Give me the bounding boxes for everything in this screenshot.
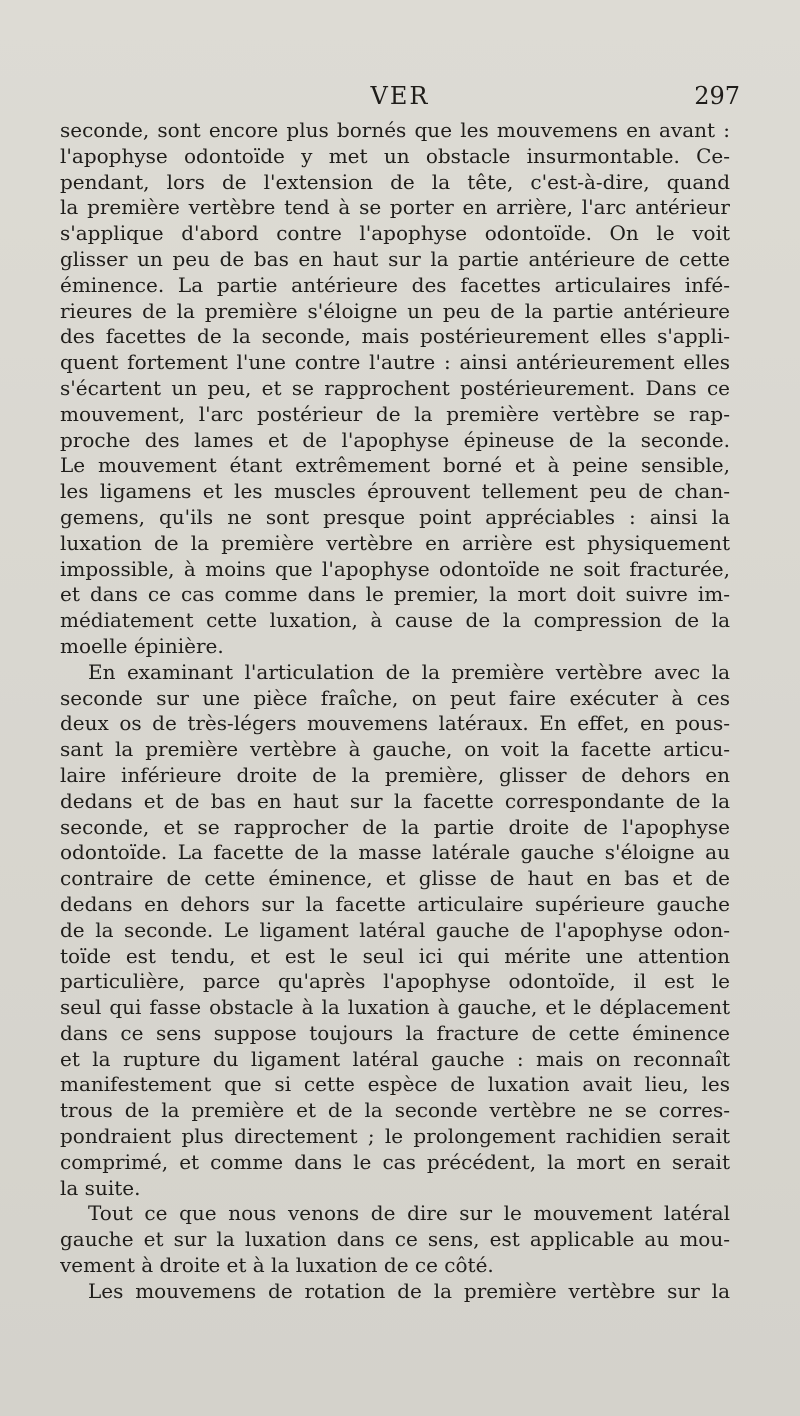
body-text xyxy=(60,118,730,1305)
text-line: seconde sur une pièce fraîche, on peut faire exécuter à ces xyxy=(60,685,730,710)
text-line: rieures de la première s'éloigne un peu de la partie antérieure xyxy=(60,298,730,323)
text-line: comprimé, et comme dans le cas précédent, la mort en serait xyxy=(60,1149,730,1174)
running-head: VER xyxy=(370,82,430,110)
text-line: manifestement que si cette espèce de luxation avait lieu, les xyxy=(60,1072,730,1097)
text-line: Le mouvement étant extrêmement borné et à peine sensible, xyxy=(60,453,730,478)
text-line: toïde est tendu, et est le seul ici qui mérite une attention xyxy=(60,943,730,968)
text-line: s'écartent un peu, et se rapprochent postérieurement. Dans ce xyxy=(60,375,730,400)
text-line: la suite. xyxy=(60,1175,141,1200)
text-line: glisser un peu de bas en haut sur la partie antérieure de cette xyxy=(60,246,730,271)
text-line: gauche et sur la luxation dans ce sens, est applicable au mou- xyxy=(60,1227,730,1252)
text-line: de la seconde. Le ligament latéral gauche de l'apophyse odon- xyxy=(60,917,730,942)
page-number: 297 xyxy=(694,82,740,110)
text-line: trous de la première et de la seconde vertèbre ne se corres- xyxy=(60,1098,730,1123)
text-line: s'applique d'abord contre l'apophyse odontoïde. On le voit xyxy=(60,221,730,246)
text-line: Les mouvemens de rotation de la première vertèbre sur la xyxy=(88,1278,730,1303)
text-line: et la rupture du ligament latéral gauche : mais on reconnaît xyxy=(60,1046,730,1071)
text-line: luxation de la première vertèbre en arrière est physiquement xyxy=(60,530,730,555)
text-line: pendant, lors de l'extension de la tête, c'est-à-dire, quand xyxy=(60,169,730,194)
text-line: dedans en dehors sur la facette articulaire supérieure gauche xyxy=(60,891,730,916)
text-line: proche des lames et de l'apophyse épineuse de la seconde. xyxy=(60,427,730,452)
text-line: impossible, à moins que l'apophyse odontoïde ne soit fracturée, xyxy=(60,556,730,581)
text-line: et dans ce cas comme dans le premier, la mort doit suivre im- xyxy=(60,582,730,607)
text-line: les ligamens et les muscles éprouvent tellement peu de chan- xyxy=(60,479,730,504)
text-line: des facettes de la seconde, mais postérieurement elles s'appli- xyxy=(60,324,730,349)
page-header xyxy=(60,82,740,122)
text-line: seul qui fasse obstacle à la luxation à gauche, et le déplacement xyxy=(60,995,730,1020)
text-line: vement à droite et à la luxation de ce côté. xyxy=(60,1253,494,1278)
text-line: gemens, qu'ils ne sont presque point appréciables : ainsi la xyxy=(60,504,730,529)
text-line: seconde, sont encore plus bornés que les mouvemens en avant : xyxy=(60,118,730,142)
text-line: contraire de cette éminence, et glisse de haut en bas et de xyxy=(60,866,730,891)
text-line: la première vertèbre tend à se porter en arrière, l'arc antérieur xyxy=(60,195,730,220)
text-line: quent fortement l'une contre l'autre : ainsi antérieurement elles xyxy=(60,350,730,375)
text-line: dedans et de bas en haut sur la facette correspondante de la xyxy=(60,788,730,813)
text-line: mouvement, l'arc postérieur de la première vertèbre se rap- xyxy=(60,401,730,426)
text-line: dans ce sens suppose toujours la fracture de cette éminence xyxy=(60,1020,730,1045)
text-line: moelle épinière. xyxy=(60,633,224,658)
text-line: En examinant l'articulation de la première vertèbre avec la xyxy=(88,659,730,684)
text-line: éminence. La partie antérieure des facettes articulaires infé- xyxy=(60,272,730,297)
text-line: laire inférieure droite de la première, glisser de dehors en xyxy=(60,762,730,787)
text-line: odontoïde. La facette de la masse latérale gauche s'éloigne au xyxy=(60,840,730,865)
text-line: particulière, parce qu'après l'apophyse odontoïde, il est le xyxy=(60,969,730,994)
text-line: seconde, et se rapprocher de la partie droite de l'apophyse xyxy=(60,814,730,839)
text-line: deux os de très-légers mouvemens latéraux. En effet, en pous- xyxy=(60,711,730,736)
text-line: pondraient plus directement ; le prolongement rachidien serait xyxy=(60,1124,730,1149)
text-line: l'apophyse odontoïde y met un obstacle insurmontable. Ce- xyxy=(60,143,730,168)
text-line: sant la première vertèbre à gauche, on voit la facette articu- xyxy=(60,737,730,762)
text-line: médiatement cette luxation, à cause de la compression de la xyxy=(60,608,730,633)
text-line: Tout ce que nous venons de dire sur le mouvement latéral xyxy=(88,1201,730,1226)
